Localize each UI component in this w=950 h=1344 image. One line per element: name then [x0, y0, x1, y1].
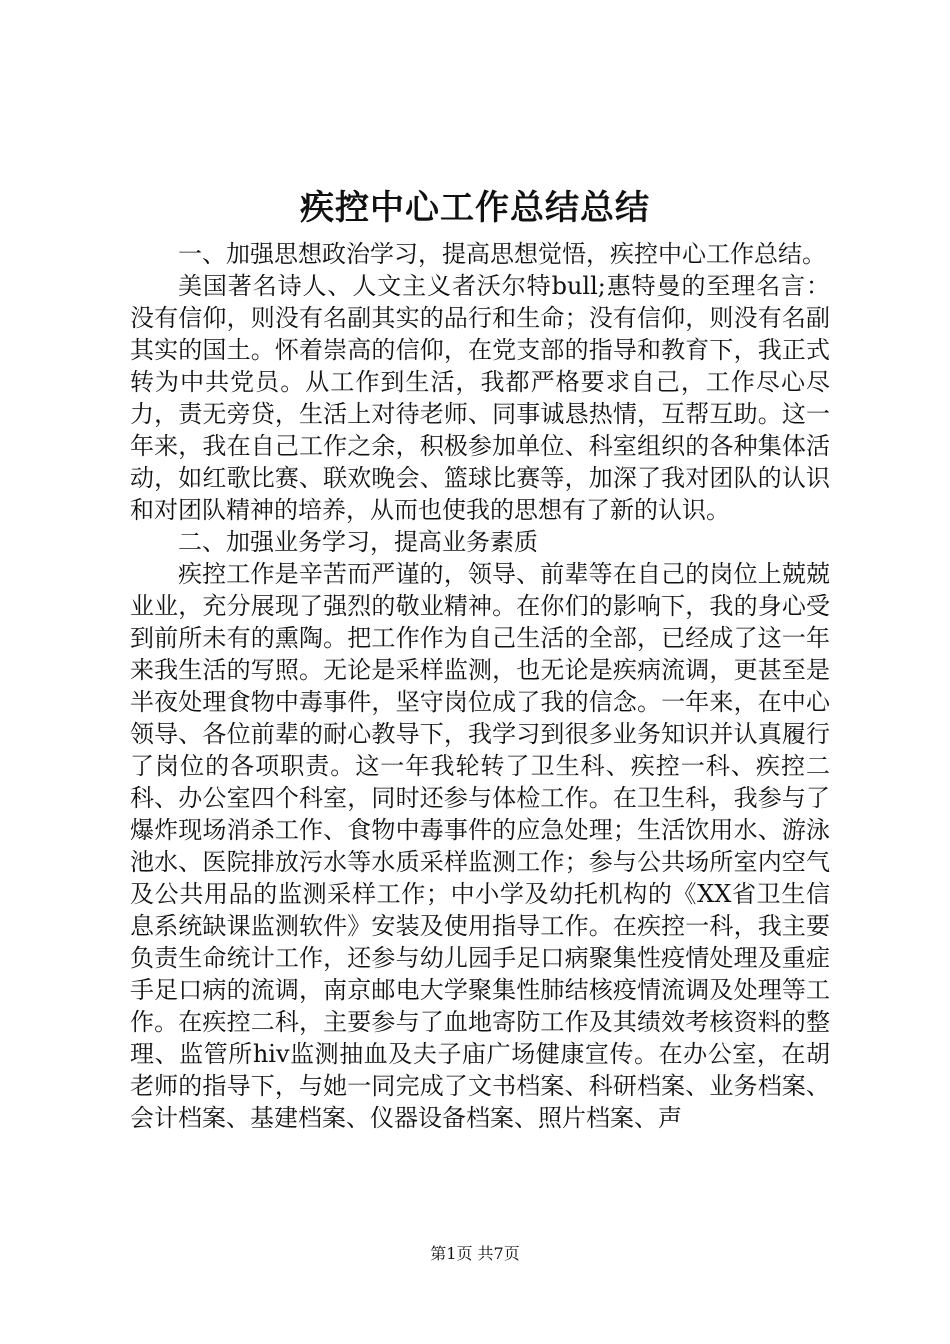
paragraph-section-2-heading: 二、加强业务学习，提高业务素质: [178, 528, 538, 556]
paragraph-section-1-heading: 一、加强思想政治学习，提高思想觉悟，疾控中心工作总结。: [178, 240, 826, 268]
paragraph-section-2-body: 疾控工作是辛苦而严谨的，领导、前辈等在自己的岗位上兢兢业业，充分展现了强烈的敬业精神。在你们的影响下，我的身心受到前所未有的熏陶。把工作作为自己生活的全部，已经成了这一年来我生活的写照。无论是采样监测，也无论是疾病流调，更甚至是半夜处理食物中毒事件，坚守岗位成了我的信念。一年来，在中心领导、各位前辈的耐心教导下，我学习到很多业务知识并认真履行了岗位的各项职责。这一年我轮转了卫生科、疾控一科、疾控二科、办公室四个科室，同时还参与体检工作。在卫生科，我参与了爆炸现场消杀工作、食物中毒事件的应急处理；生活饮用水、游泳池水、医院排放污水等水质采样监测工作；参与公共场所室内空气及公共用品的监测采样工作；中小学及幼托机构的《XX省卫生信息系统缺课监测软件》安装及使用指导工作。在疾控一科，我主要负责生命统计工作，还参与幼儿园手足口病聚集性疫情处理及重症手足口病的流调，南京邮电大学聚集性肺结核疫情流调及处理等工作。在疾控二科，主要参与了血地寄防工作及其绩效考核资料的整理、监管所hiv监测抽血及夫子庙广场健康宣传。在办公室，在胡老师的指导下，与她一同完成了文书档案、科研档案、业务档案、会计档案、基建档案、仪器设备档案、照片档案、声: [130, 560, 830, 1132]
document-title: 疾控中心工作总结总结: [300, 188, 650, 228]
page-footer: 第1页 共7页: [430, 1244, 520, 1263]
document-body: [130, 238, 830, 1134]
paragraph-section-1-body: 美国著名诗人、人文主义者沃尔特bull;惠特曼的至理名言：没有信仰，则没有名副其实的品行和生命；没有信仰，则没有名副其实的国土。怀着崇高的信仰，在党支部的指导和教育下，我正式转为中共党员。从工作到生活，我都严格要求自己，工作尽心尽力，责无旁贷，生活上对待老师、同事诚恳热情，互帮互助。这一年来，我在自己工作之余，积极参加单位、科室组织的各种集体活动，如红歌比赛、联欢晚会、篮球比赛等，加深了我对团队的认识和对团队精神的培养，从而也使我的思想有了新的认识。: [130, 272, 830, 524]
